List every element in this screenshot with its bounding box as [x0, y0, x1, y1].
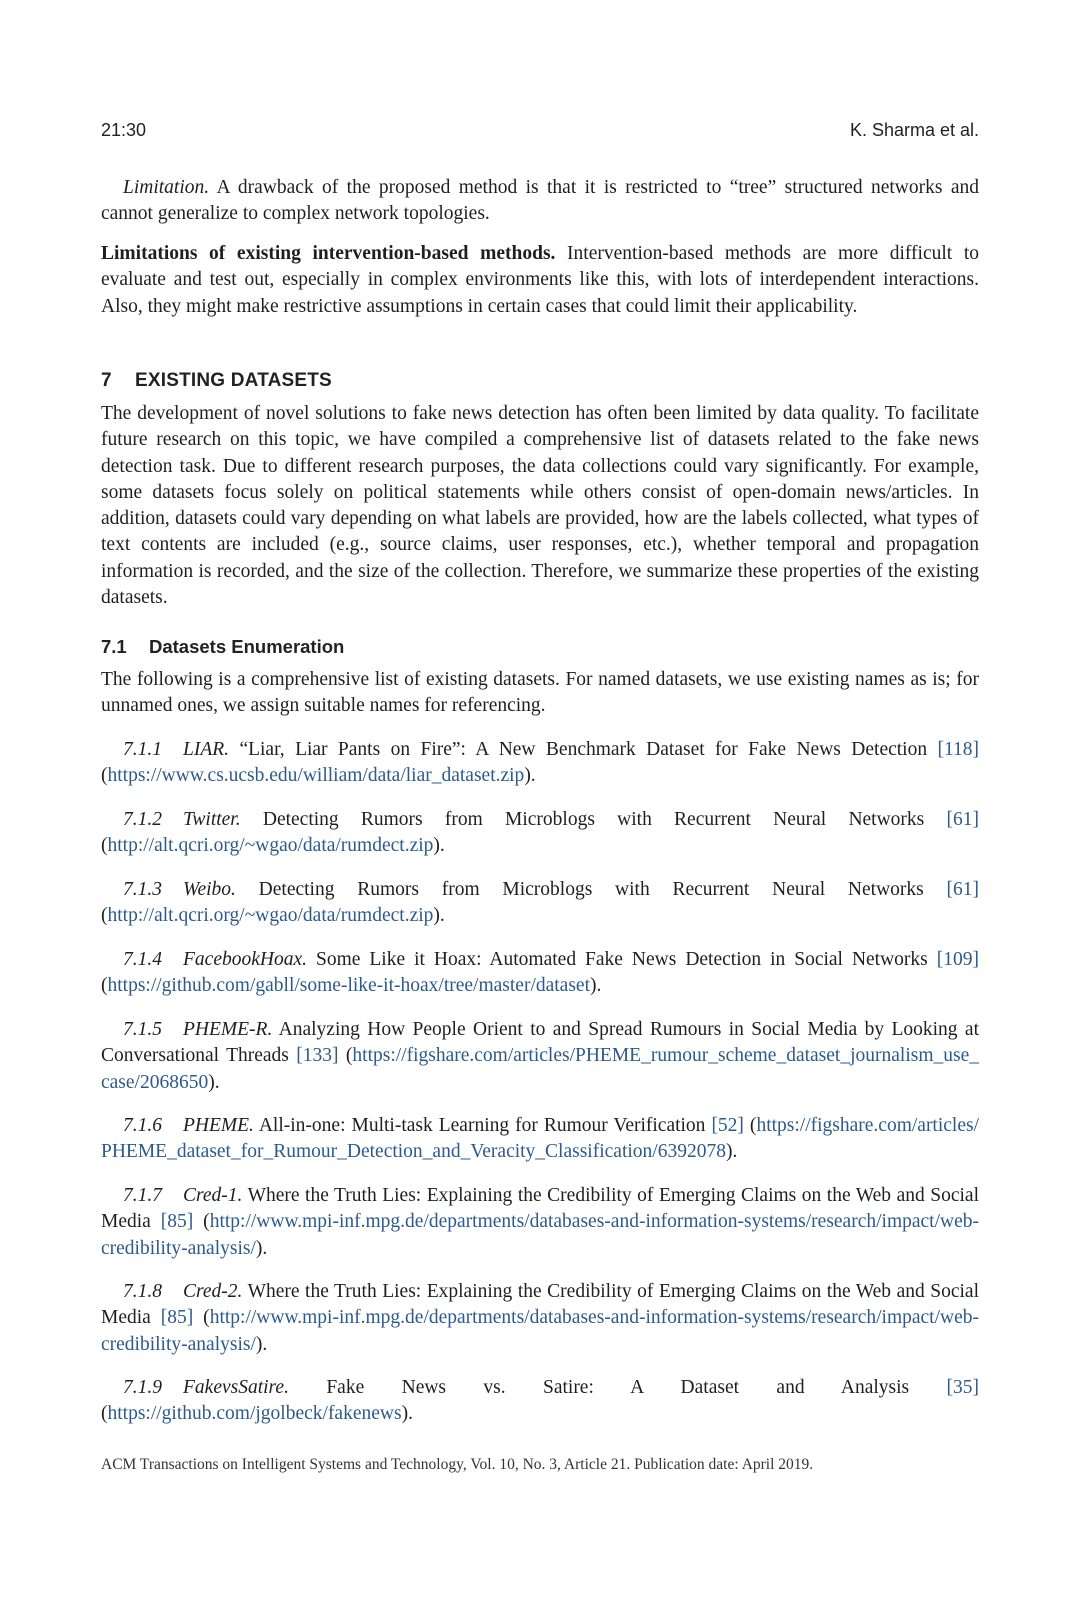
- dataset-title: Fake News vs. Satire: A Dataset and Analysis: [288, 1377, 947, 1398]
- dataset-url-link[interactable]: http://alt.qcri.org/~wgao/data/rumdect.zip: [107, 905, 434, 927]
- dataset-url-link[interactable]: https://github.com/jgolbeck/fakenews: [107, 1403, 402, 1425]
- entry-number: 7.1.1: [123, 739, 162, 760]
- dataset-name: PHEME.: [183, 1115, 254, 1136]
- running-authors: K. Sharma et al.: [849, 120, 979, 140]
- dataset-entry-fakevssatire: 7.1.9 FakevsSatire. Fake News vs. Satire: A Dataset and Analysis [35] (https://github.com/jgolbeck/fakenews).: [101, 1377, 979, 1425]
- dataset-url-link[interactable]: http://alt.qcri.org/~wgao/data/rumdect.zip: [107, 835, 434, 857]
- dataset-title: Where the Truth Lies: Explaining the Credibility of Emerging Claims on the Web and Social Media: [101, 1185, 979, 1233]
- page-number: 21:30: [101, 120, 147, 140]
- entry-number: 7.1.7: [123, 1185, 162, 1206]
- limitation-label: Limitation.: [123, 177, 210, 198]
- running-header: [101, 120, 979, 144]
- citation-link[interactable]: [52]: [711, 1115, 744, 1136]
- dataset-title: “Liar, Liar Pants on Fire”: A New Benchmark Dataset for Fake News Detection: [229, 739, 938, 760]
- entry-number: 7.1.8: [123, 1281, 162, 1302]
- dataset-entry-pheme-r: 7.1.5 PHEME-R. Analyzing How People Orient to and Spread Rumours in Social Media by Looking at Conversational Threads [133] (https://figshare.com/articles/PHEME_rumour_scheme_dataset_journalism_use_case/2068650).: [101, 1019, 979, 1093]
- dataset-name: PHEME-R.: [183, 1019, 273, 1040]
- dataset-name: Twitter.: [183, 809, 241, 830]
- dataset-name: Weibo.: [183, 879, 236, 900]
- limitations-existing-label: Limitations of existing intervention-based methods.: [101, 243, 556, 264]
- dataset-entry-weibo: 7.1.3 Weibo. Detecting Rumors from Microblogs with Recurrent Neural Networks [61] (http://alt.qcri.org/~wgao/data/rumdect.zip).: [101, 879, 979, 927]
- section-7-1-body: [101, 667, 979, 720]
- citation-link[interactable]: [118]: [937, 739, 979, 760]
- subsection-number: 7.1: [101, 636, 127, 657]
- entry-number: 7.1.6: [123, 1115, 162, 1136]
- dataset-entry-facebookhoax: 7.1.4 FacebookHoax. Some Like it Hoax: Automated Fake News Detection in Social Networks [109] (https://github.com/gabll/some-like-it-hoax/tree/master/dataset).: [101, 949, 979, 997]
- dataset-name: Cred-2.: [183, 1281, 243, 1302]
- citation-link[interactable]: [133]: [296, 1045, 339, 1067]
- citation-link[interactable]: [61]: [946, 879, 979, 900]
- limitation-text: A drawback of the proposed method is that it is restricted to “tree” structured networks and cannot generalize to complex network topologies.: [101, 177, 979, 225]
- dataset-url-link[interactable]: https://figshare.com/articles/PHEME_dataset_for_Rumour_Detection_and_Veracity_Classification/6392078: [101, 1115, 980, 1163]
- dataset-title: Detecting Rumors from Microblogs with Recurrent Neural Networks: [235, 879, 947, 900]
- dataset-title: Where the Truth Lies: Explaining the Credibility of Emerging Claims on the Web and Social Media: [101, 1281, 979, 1329]
- citation-link[interactable]: [61]: [946, 809, 979, 830]
- section-7-heading: [101, 370, 979, 392]
- dataset-title: Analyzing How People Orient to and Spread Rumours in Social Media by Looking at Conversational Threads: [101, 1019, 979, 1067]
- dataset-name: LIAR.: [183, 739, 230, 760]
- dataset-url-link[interactable]: http://www.mpi-inf.mpg.de/departments/databases-and-information-systems/research/impact/web-credibility-analysis/: [101, 1307, 979, 1355]
- dataset-entry-pheme: 7.1.6 PHEME. All-in-one: Multi-task Learning for Rumour Verification [52] (https://figshare.com/articles/PHEME_dataset_for_Rumour_Detection_and_Veracity_Classification/6392078).: [101, 1115, 980, 1163]
- dataset-entry-liar: 7.1.1 LIAR. “Liar, Liar Pants on Fire”: A New Benchmark Dataset for Fake News Detection [118] (https://www.cs.ucsb.edu/william/data/liar_dataset.zip).: [101, 739, 979, 787]
- citation-link[interactable]: [109]: [936, 949, 979, 970]
- section-title: EXISTING DATASETS: [135, 370, 332, 391]
- section-number: 7: [101, 370, 112, 391]
- section-7-body: [101, 401, 979, 611]
- entry-number: 7.1.5: [123, 1019, 162, 1040]
- citation-link[interactable]: [85]: [160, 1211, 194, 1233]
- dataset-url-link[interactable]: https://github.com/gabll/some-like-it-hoax/tree/master/dataset: [107, 975, 591, 997]
- dataset-name: FacebookHoax.: [183, 949, 307, 970]
- entry-number: 7.1.2: [123, 809, 162, 830]
- section-7-1-text: The following is a comprehensive list of existing datasets. For named datasets, we use existing names as is; for unnamed ones, we assign suitable names for referencing.: [101, 669, 979, 717]
- citation-link[interactable]: [35]: [946, 1377, 979, 1398]
- section-7-1-heading: [101, 636, 979, 658]
- journal-footer: ACM Transactions on Intelligent Systems and Technology, Vol. 10, No. 3, Article 21. Publication date: April 2019.: [101, 1456, 814, 1473]
- dataset-name: FakevsSatire.: [183, 1377, 289, 1398]
- dataset-url-link[interactable]: https://www.cs.ucsb.edu/william/data/liar_dataset.zip: [107, 765, 525, 787]
- entry-number: 7.1.3: [123, 879, 162, 900]
- section-7-text: The development of novel solutions to fake news detection has often been limited by data quality. To facilitate future research on this topic, we have compiled a comprehensive list of datasets related to the fake news detection task. Due to different research purposes, the data collections could vary significantly. For example, some datasets focus solely on political statements while others consist of open-domain news/articles. In addition, datasets could vary depending on what labels are provided, how are the labels collected, what types of text contents are included (e.g., source claims, user responses, etc.), whether temporal and propagation information is recorded, and the size of the collection. Therefore, we summarize these properties of the existing datasets.: [101, 403, 979, 609]
- limitations-existing-paragraph: [101, 241, 979, 320]
- dataset-url-link[interactable]: http://www.mpi-inf.mpg.de/departments/databases-and-information-systems/research/impact/web-credibility-analysis/: [101, 1211, 979, 1259]
- citation-link[interactable]: [85]: [160, 1307, 194, 1329]
- entry-number: 7.1.4: [123, 949, 162, 970]
- dataset-title: All-in-one: Multi-task Learning for Rumour Verification: [253, 1115, 712, 1136]
- dataset-entry-twitter: 7.1.2 Twitter. Detecting Rumors from Microblogs with Recurrent Neural Networks [61] (http://alt.qcri.org/~wgao/data/rumdect.zip).: [101, 809, 979, 857]
- dataset-entry-cred-1: 7.1.7 Cred-1. Where the Truth Lies: Explaining the Credibility of Emerging Claims on the Web and Social Media [85] (http://www.mpi-inf.mpg.de/departments/databases-and-information-systems/research/impact/web-credibility-analysis/).: [101, 1185, 979, 1259]
- dataset-entry-cred-2: 7.1.8 Cred-2. Where the Truth Lies: Explaining the Credibility of Emerging Claims on the Web and Social Media [85] (http://www.mpi-inf.mpg.de/departments/databases-and-information-systems/research/impact/web-credibility-analysis/).: [101, 1281, 979, 1355]
- dataset-title: Detecting Rumors from Microblogs with Recurrent Neural Networks: [240, 809, 947, 830]
- entry-number: 7.1.9: [123, 1377, 162, 1398]
- limitations-existing-text: Intervention-based methods are more difficult to evaluate and test out, especially in complex environments like this, with lots of interdependent interactions. Also, they might make restrictive assumptions in certain cases that could limit their applicability.: [101, 243, 979, 317]
- dataset-title: Some Like it Hoax: Automated Fake News Detection in Social Networks: [307, 949, 937, 970]
- subsection-title: Datasets Enumeration: [149, 636, 345, 657]
- dataset-name: Cred-1.: [183, 1185, 243, 1206]
- dataset-url-link[interactable]: https://figshare.com/articles/PHEME_rumour_scheme_dataset_journalism_use_case/2068650: [101, 1045, 979, 1093]
- limitation-paragraph: [101, 175, 979, 228]
